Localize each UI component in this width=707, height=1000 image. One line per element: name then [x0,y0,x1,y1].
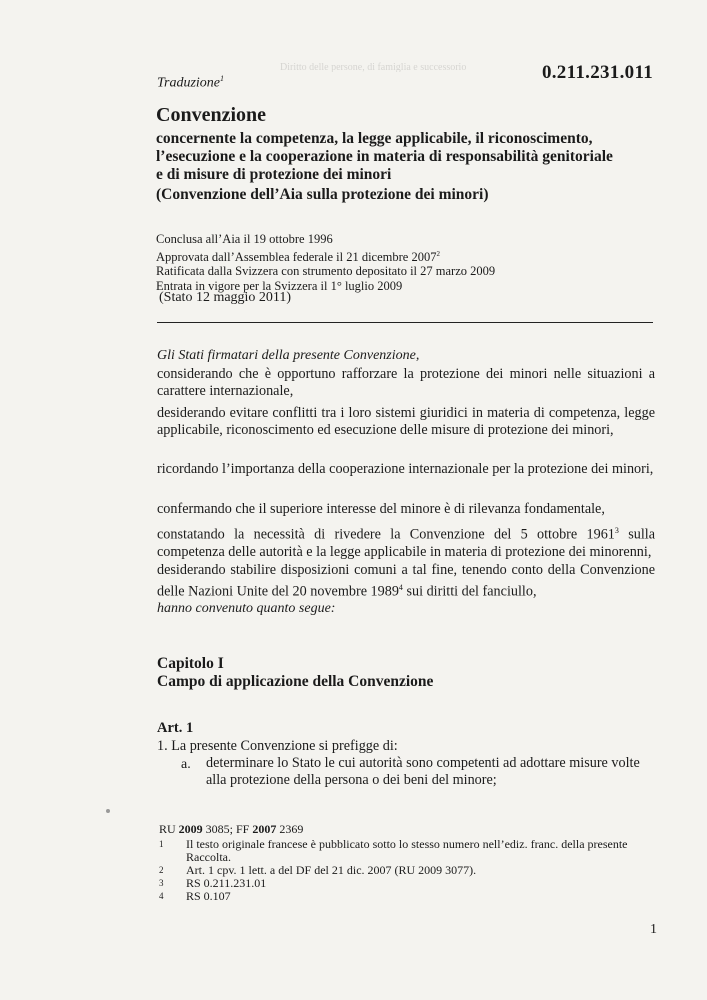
subtitle-line: l’esecuzione e la cooperazione in materia di responsabilità genitoriale [156,148,613,165]
concluded-date: Conclusa all’Aia il 19 ottobre 1996 [156,232,333,246]
document-title: Convenzione [156,104,266,126]
document-subtitle [156,130,656,184]
ratified-date: Ratificata dalla Svizzera con strumento depositato il 27 marzo 2009 [156,264,496,279]
chapter-label: Capitolo I [157,655,224,672]
chapter-title: Campo di applicazione della Convenzione [157,673,434,690]
page-number: 1 [650,922,657,937]
scan-speck [106,809,110,813]
preamble-constatando: constatando la necessità di rivedere la Convenzione del 5 ottobre 1961$^3$ sulla competenza delle autorità e la legge applicabile in materia di protezione dei minorenni, [157,526,655,560]
preamble-intro: Gli Stati firmatari della presente Convenzione, [157,348,420,363]
status-date: (Stato 12 maggio 2011) [159,290,292,305]
preamble-desiderando: desiderando evitare conflitti tra i loro sistemi giuridici in materia di competenza, legge applicabile, riconoscimento ed esecuzione delle misure di protezione dei minori, [157,405,655,438]
preamble-closing: hanno convenuto quanto segue: [157,601,336,616]
footnote: 1 Il testo originale francese è pubblicato sotto lo stesso numero nell’ediz. franc. della presente Raccolta. [159,837,628,864]
footnote-references: RU 2009 3085; FF 2007 2369 [159,822,304,836]
preamble-ricordando: ricordando l’importanza della cooperazione internazionale per la protezione dei minori, [157,461,654,477]
subtitle-line: concernente la competenza, la legge applicabile, il riconoscimento, [156,130,593,147]
in-force-date: Entrata in vigore per la Svizzera il 1° luglio 2009 [156,278,403,293]
footnote-marker: 1 [220,74,225,83]
footnote-marker: 2 [436,249,440,258]
preamble-considerando: considerando che è opportuno rafforzare la protezione dei minori nelle situazioni a carattere internazionale, [157,366,655,399]
list-letter: a. [181,757,191,772]
article-heading: Art. 1 [157,720,194,736]
article-paragraph: 1. La presente Convenzione si prefigge di: [157,738,398,754]
subtitle-line: e di misure di protezione dei minori [156,166,392,183]
sr-number: 0.211.231.011 [541,62,653,83]
bleed-through-text: Diritto delle persone, di famiglia e successorio [280,62,467,72]
footnote-marker: 3 [614,526,619,535]
list-item: determinare lo Stato le cui autorità sono competenti ad adottare misure volte alla protezione della persona o dei beni del minore; [206,755,640,788]
document-page: Diritto delle persone, di famiglia e successorio Traduzione$^1$ 0.211.231.011 Convenzione concernente la competenza, la legge applicabile, il riconoscimento, l’esecuzione e la cooperazione in materia di responsabilità genitoriale e di misure di protezione dei minori (Convenzione dell’Aia sulla protezione dei minori) Conclusa all’Aia il 19 ottobre 1996 Approvata dall’Assemblea federale il 21 dicembre 2007$^2$ Ratificata dalla Svizzera con strumento depositato il 27 marzo 2009 Entrata in vigore per la Svizzera il 1° luglio 2009 (Stato 12 maggio 2011) Gli Stati firmatari della presente Convenzione, considerando che è opportuno rafforzare la protezione dei minori nelle situazioni a carattere internazionale, desiderando evitare conflitti tra i loro sistemi giuridici in materia di competenza, legge applicabile, riconoscimento ed esecuzione delle misure di protezione dei minori, ricordando l’importanza della cooperazione internazionale per la protezione dei minori, confermando che il superiore interesse del minore è di rilevanza fondamentale, constatando la necessità di rivedere la Convenzione del 5 ottobre 1961$^3$ sulla competenza delle autorità e la legge applicabile in materia di protezione dei minorenni, desiderando stabilire disposizioni comuni a tal fine, tenendo conto della Convenzione delle Nazioni Unite del 20 novembre 1989$^4$ sui diritti del fanciullo, hanno convenuto quanto segue: Capitolo I Campo di applicazione della Convenzione Art. 1 1. La presente Convenzione si prefigge di: a. determinare lo Stato le cui autorità sono competenti ad adottare misure volte alla protezione della persona o dei beni del minore; RU 2009 3085; FF 2007 2369 1 Il testo originale francese è pubblicato sotto lo stesso numero nell’ediz. franc. della presente Raccolta. 2 Art. 1 cpv. 1 lett. a del DF del 21 dic. 2007 (RU 2009 3077). 3 RS 0.211.231.01 4 RS 0.107 1 [0,0,707,1000]
preamble-desiderando-2: desiderando stabilire disposizioni comuni a tal fine, tenendo conto della Convenzione delle Nazioni Unite del 20 novembre 1989$^4$ sui diritti del fanciullo, [157,562,655,600]
preamble-confermando: confermando che il superiore interesse del minore è di rilevanza fondamentale, [157,501,605,517]
short-title: (Convenzione dell’Aia sulla protezione dei minori) [156,186,489,203]
translation-label: Traduzione$^1$ [157,74,225,91]
document-metadata [156,232,495,293]
approved-date: Approvata dall’Assemblea federale il 21 dicembre 2007$^2$ [156,249,440,264]
footnote-marker: 4 [398,583,403,592]
chapter-heading [157,655,433,691]
divider [157,322,653,323]
